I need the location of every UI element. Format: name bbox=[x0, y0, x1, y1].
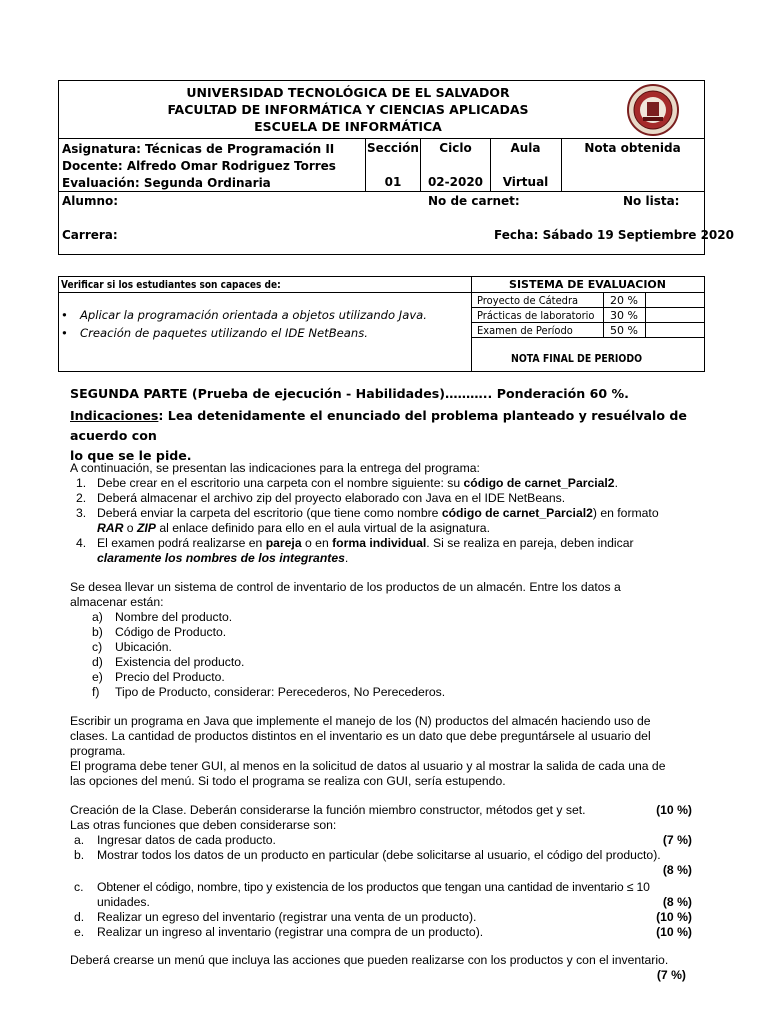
student-label: Alumno: bbox=[62, 194, 119, 208]
instruction-item: 3. Deberá enviar la carpeta del escritorio (que tiene como nombre código de carnet_Parcial2) en formato RAR o ZIP al enlace definido para ello en el aula virtual de la asignatura. bbox=[76, 506, 659, 535]
instructions bbox=[70, 461, 700, 566]
list-label: No lista: bbox=[623, 194, 680, 208]
eval-row-label: Prácticas de laboratorio bbox=[477, 309, 595, 322]
university-seal-logo bbox=[627, 84, 679, 136]
section-label: Sección bbox=[367, 141, 419, 155]
problem-statement: Se desea llevar un sistema de control de inventario de los productos de un almacén. Entre los datos a almacenar están: bbox=[70, 580, 621, 609]
graded-functions: Creación de la Clase. Deberán considerarse la función miembro constructor, métodos get y set. (10 %) Las otras funciones que deben considerarse son: a. Ingresar datos de cada producto. (7 %) b. Mostrar todos los datos de un producto en particular (debe solicitarse al usuario, el código del producto). (8 %) c. Obtener el código, nombre, tipo y existencia de los productos que tengan una cantidad de inventario ≤ 10 unidades. (8 %) d. Realizar un egreso del inventario (registrar una venta de un producto). (10 %) e. Realizar un ingreso al inventario (registrar una compra de un producto). (10 %) bbox=[70, 803, 692, 939]
instruction-item: 2. Deberá almacenar el archivo zip del proyecto elaborado con Java en el IDE NetBeans. bbox=[76, 491, 566, 505]
list-item: d. Realizar un egreso del inventario (registrar una venta de un producto). (10 %) bbox=[74, 910, 692, 924]
teacher: Docente: Alfredo Omar Rodriguez Torres bbox=[62, 159, 336, 173]
eval-row-label: Proyecto de Cátedra bbox=[477, 294, 579, 307]
room-label: Aula bbox=[510, 141, 541, 155]
objective-item: • Creación de paquetes utilizando el IDE NetBeans. bbox=[61, 326, 368, 340]
eval-system-title: SISTEMA DE EVALUACION bbox=[509, 278, 666, 291]
indications: Indicaciones: Lea detenidamente el enunciado del problema planteado y resuélvalo de acuerdo con lo que se le pide. bbox=[70, 408, 687, 463]
list-item: b) Código de Producto. bbox=[92, 625, 227, 639]
part-heading: SEGUNDA PARTE (Prueba de ejecución - Habilidades)……….. Ponderación 60 %. bbox=[70, 386, 629, 401]
eval-row-value: 30 % bbox=[610, 309, 638, 322]
cycle-value: 02-2020 bbox=[427, 175, 484, 189]
objectives-title: Verificar si los estudiantes son capaces de: bbox=[61, 278, 281, 291]
list-item: a. Ingresar datos de cada producto. (7 %) bbox=[74, 833, 692, 847]
list-item: d) Existencia del producto. bbox=[92, 655, 245, 669]
list-item: c) Ubicación. bbox=[92, 640, 172, 654]
grade-label: Nota obtenida bbox=[584, 141, 681, 155]
section-value: 01 bbox=[384, 175, 402, 189]
instructions-intro: A continuación, se presentan las indicaciones para la entrega del programa: bbox=[70, 461, 480, 475]
university-name: UNIVERSIDAD TECNOLÓGICA DE EL SALVADOR bbox=[186, 85, 510, 100]
list-item: c. Obtener el código, nombre, tipo y existencia de los productos que tengan una cantidad de inventario ≤ 10 unidades. (8 %) bbox=[74, 880, 692, 909]
menu-requirement: Deberá crearse un menú que incluya las acciones que pueden realizarse con los productos y con el inventario. (7 %) bbox=[70, 953, 686, 982]
product-data-list bbox=[70, 610, 690, 700]
career-label: Carrera: bbox=[62, 228, 118, 242]
list-item: b. Mostrar todos los datos de un producto en particular (debe solicitarse al usuario, el código del producto). (8 %) bbox=[74, 848, 692, 877]
instruction-item: 4. El examen podrá realizarse en pareja o en forma individual. Si se realiza en pareja, deben indicar claramente los nombres de los integrantes. bbox=[76, 536, 634, 565]
list-item: f) Tipo de Producto, considerar: Perecederos, No Perecederos. bbox=[92, 685, 446, 699]
final-grade-label: NOTA FINAL DE PERIODO bbox=[511, 352, 643, 365]
eval-row-value: 20 % bbox=[610, 294, 638, 307]
evaluation-type: Evaluación: Segunda Ordinaria bbox=[62, 176, 271, 190]
list-item: e) Precio del Producto. bbox=[92, 670, 225, 684]
list-item: e. Realizar un ingreso al inventario (registrar una compra de un producto). (10 %) bbox=[74, 925, 692, 939]
program-requirements: Escribir un programa en Java que implemente el manejo de los (N) productos del almacén haciendo uso de clases. La cantidad de productos distintos en el inventario es un dato que debe preguntársele al usuario del programa. El programa debe tener GUI, al menos en la solicitud de datos al usuario y al mostrar la salida de cada una de las opciones del menú. Si todo el programa se realiza con GUI, sería estupendo. bbox=[70, 714, 666, 788]
subject: Asignatura: Técnicas de Programación II bbox=[62, 142, 335, 156]
exam-date: Fecha: Sábado 19 Septiembre 2020 bbox=[494, 228, 734, 242]
school-name: ESCUELA DE INFORMÁTICA bbox=[254, 119, 442, 134]
objective-item: • Aplicar la programación orientada a objetos utilizando Java. bbox=[61, 308, 427, 322]
cycle-label: Ciclo bbox=[439, 141, 472, 155]
list-item: a) Nombre del producto. bbox=[92, 610, 233, 624]
indications-label: Indicaciones bbox=[70, 408, 159, 423]
faculty-name: FACULTAD DE INFORMÁTICA Y CIENCIAS APLICADAS bbox=[167, 102, 529, 117]
list-item: Creación de la Clase. Deberán considerarse la función miembro constructor, métodos get y set. (10 %) bbox=[70, 803, 692, 817]
carnet-label: No de carnet: bbox=[428, 194, 520, 208]
instruction-item: 1. Debe crear en el escritorio una carpeta con el nombre siguiente: su código de carnet_Parcial2. bbox=[76, 476, 618, 490]
room-value: Virtual bbox=[502, 175, 549, 189]
eval-row-value: 50 % bbox=[610, 324, 638, 337]
eval-row-label: Examen de Período bbox=[477, 324, 573, 337]
